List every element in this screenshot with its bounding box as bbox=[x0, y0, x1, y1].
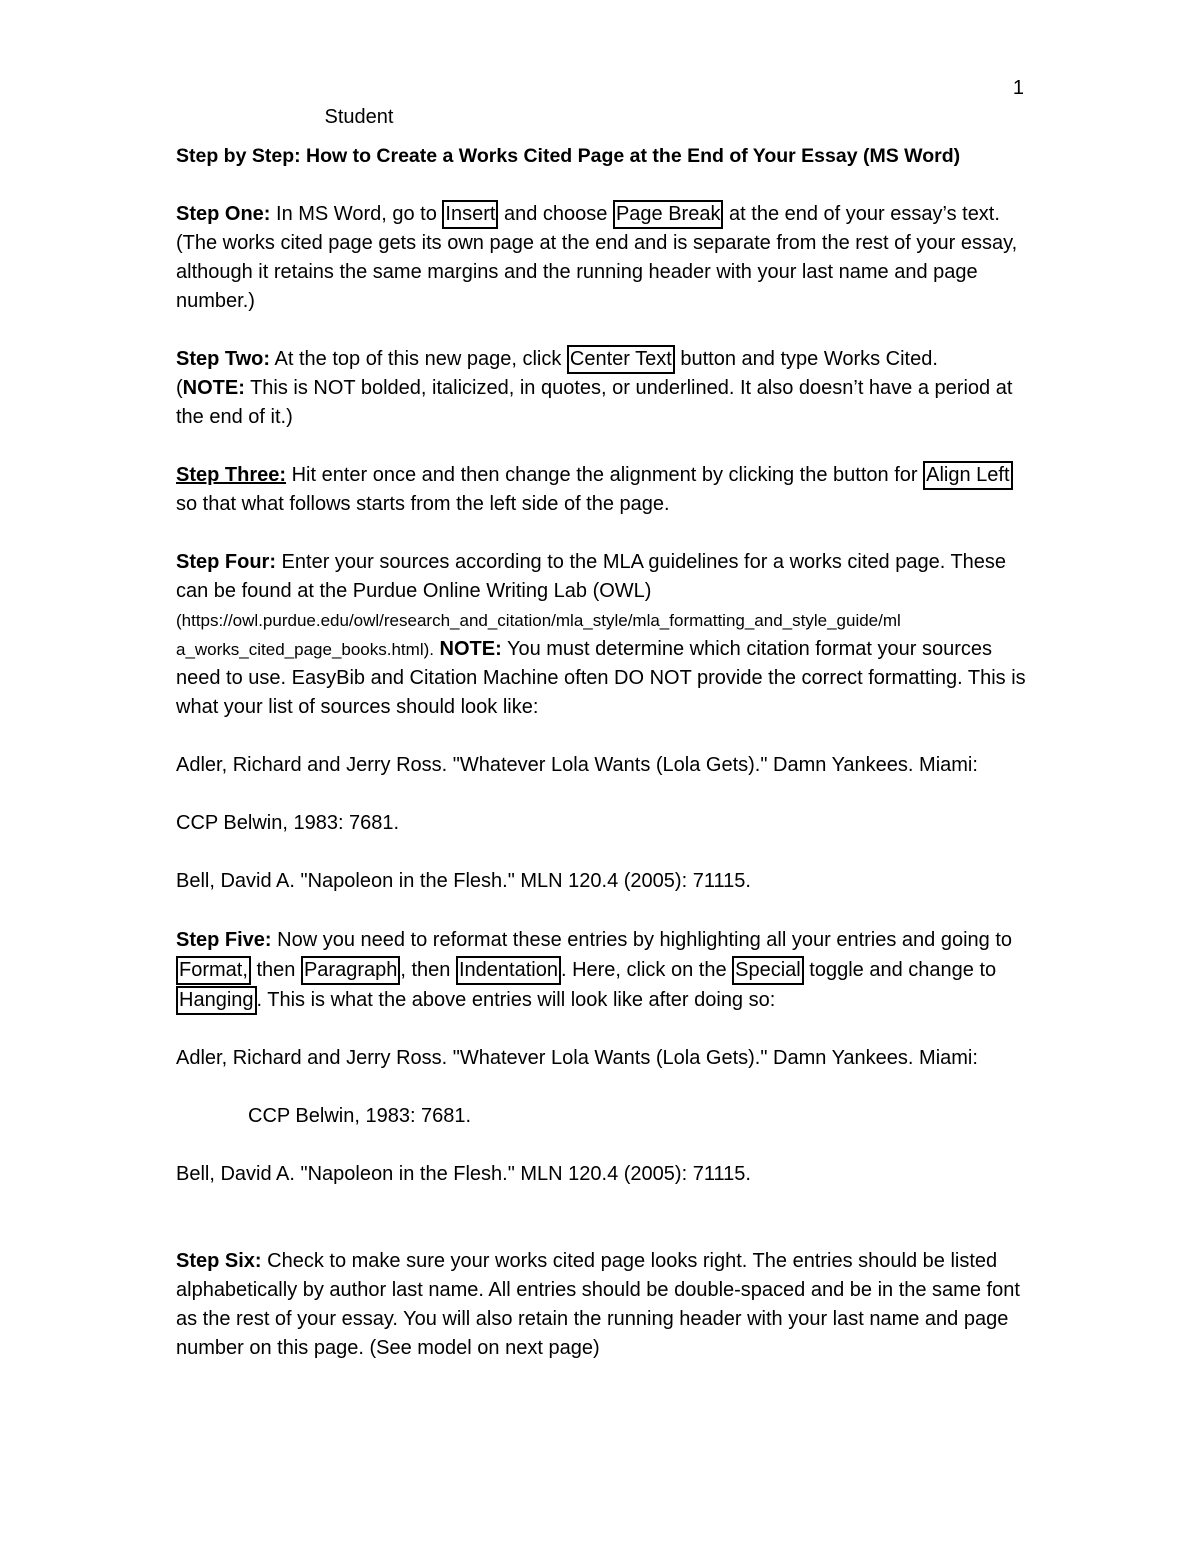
step-two-text-1: At the top of this new page, click bbox=[270, 348, 567, 370]
page-break-callout: Page Break bbox=[613, 200, 724, 229]
step-five-paragraph bbox=[176, 925, 1036, 1015]
document-body bbox=[176, 103, 1036, 1363]
step-five-text-4: . Here, click on the bbox=[560, 959, 733, 981]
step-two-note-label: NOTE: bbox=[182, 377, 245, 399]
entry-after-adler: Adler, Richard and Jerry Ross. "Whatever Lola Wants (Lola Gets)." Damn Yankees. Miami: bbox=[176, 1047, 978, 1069]
step-one-text-2: and choose bbox=[498, 203, 613, 225]
step-one-text-3: at the end of your essay’s text. (The works cited page gets its own page at the end and is separate from the rest of your essay, although it retains the same margins and the running header with your last name and page number.) bbox=[176, 203, 1018, 312]
step-four-label: Step Four: bbox=[176, 551, 276, 573]
author-name bbox=[0, 103, 914, 132]
indentation-callout: Indentation bbox=[456, 956, 561, 985]
step-six-text-1: Check to make sure your works cited page looks right. The entries should be listed alphabetically by author last name. All entries should be double-spaced and be in the same font as the rest of your essay. You will also retain the running header with your last name and page number on this page. (See model on next page) bbox=[176, 1250, 1020, 1359]
step-five-text-6: . This is what the above entries will look like after doing so: bbox=[256, 989, 776, 1011]
step-four-text-1: Enter your sources according to the MLA guidelines for a works cited page. These can be found at the Purdue Online Writing Lab (OWL) bbox=[176, 551, 1007, 602]
step-two-text-2: button and type Works Cited. bbox=[674, 348, 938, 370]
step-three-label: Step Three: bbox=[176, 464, 287, 486]
step-five-text-3: , then bbox=[400, 959, 456, 981]
owl-url-line-2: a_works_cited_page_books.html). bbox=[176, 640, 434, 659]
step-five-text-2: then bbox=[250, 959, 301, 981]
step-six-paragraph bbox=[176, 1247, 1036, 1363]
format-menu-callout: Format, bbox=[176, 956, 251, 985]
step-one-paragraph bbox=[176, 200, 1036, 316]
author-name-text: Student bbox=[324, 106, 394, 128]
step-two-paragraph bbox=[176, 345, 1036, 432]
step-three-text-2: so that what follows starts from the left side of the page. bbox=[176, 493, 670, 515]
hanging-option-callout: Hanging bbox=[176, 986, 257, 1015]
entry-after-adler-hanging: CCP Belwin, 1983: 7681. bbox=[248, 1105, 472, 1127]
step-two-text-3: This is NOT bolded, italicized, in quotes, or underlined. It also doesn’t have a period at the end of it.) bbox=[176, 377, 1013, 428]
step-five-label: Step Five: bbox=[176, 929, 272, 951]
special-toggle-callout: Special bbox=[732, 956, 804, 985]
document-title: Step by Step: How to Create a Works Cited Page at the End of Your Essay (MS Word) bbox=[176, 145, 961, 167]
step-three-paragraph bbox=[176, 461, 1036, 519]
step-four-note-label: NOTE: bbox=[433, 638, 502, 660]
entry-before-bell: Bell, David A. "Napoleon in the Flesh." MLN 120.4 (2005): 71115. bbox=[176, 870, 751, 892]
step-two-label: Step Two: bbox=[176, 348, 271, 370]
step-four-paragraph bbox=[176, 548, 1036, 722]
entry-before-adler-continued: CCP Belwin, 1983: 7681. bbox=[176, 812, 400, 834]
step-four-text-2: You must determine which citation format your sources need to use. EasyBib and Citation Machine often DO NOT provide the correct formatting. This is what your list of sources should look like: bbox=[176, 638, 1026, 718]
step-six-label: Step Six: bbox=[176, 1250, 262, 1272]
align-left-callout: Align Left bbox=[923, 461, 1012, 490]
owl-url-line-1: (https://owl.purdue.edu/owl/research_and_citation/mla_style/mla_formatting_and_style_guide/ml bbox=[176, 611, 901, 630]
step-three-text-1: Hit enter once and then change the alignment by clicking the button for bbox=[286, 464, 924, 486]
entry-before-adler: Adler, Richard and Jerry Ross. "Whatever Lola Wants (Lola Gets)." Damn Yankees. Miami: bbox=[176, 754, 978, 776]
center-text-callout: Center Text bbox=[567, 345, 675, 374]
step-one-label: Step One: bbox=[176, 203, 271, 225]
step-one-text-1: In MS Word, go to bbox=[270, 203, 443, 225]
step-two-note-open: ( bbox=[176, 377, 183, 399]
entry-after-bell: Bell, David A. "Napoleon in the Flesh." MLN 120.4 (2005): 71115. bbox=[176, 1163, 751, 1185]
paragraph-menu-callout: Paragraph bbox=[301, 956, 400, 985]
step-five-text-5: toggle and change to bbox=[803, 959, 997, 981]
page-number: 1 bbox=[1012, 77, 1024, 99]
step-five-text-1: Now you need to reformat these entries by highlighting all your entries and going to bbox=[271, 929, 1013, 951]
insert-menu-callout: Insert bbox=[442, 200, 498, 229]
